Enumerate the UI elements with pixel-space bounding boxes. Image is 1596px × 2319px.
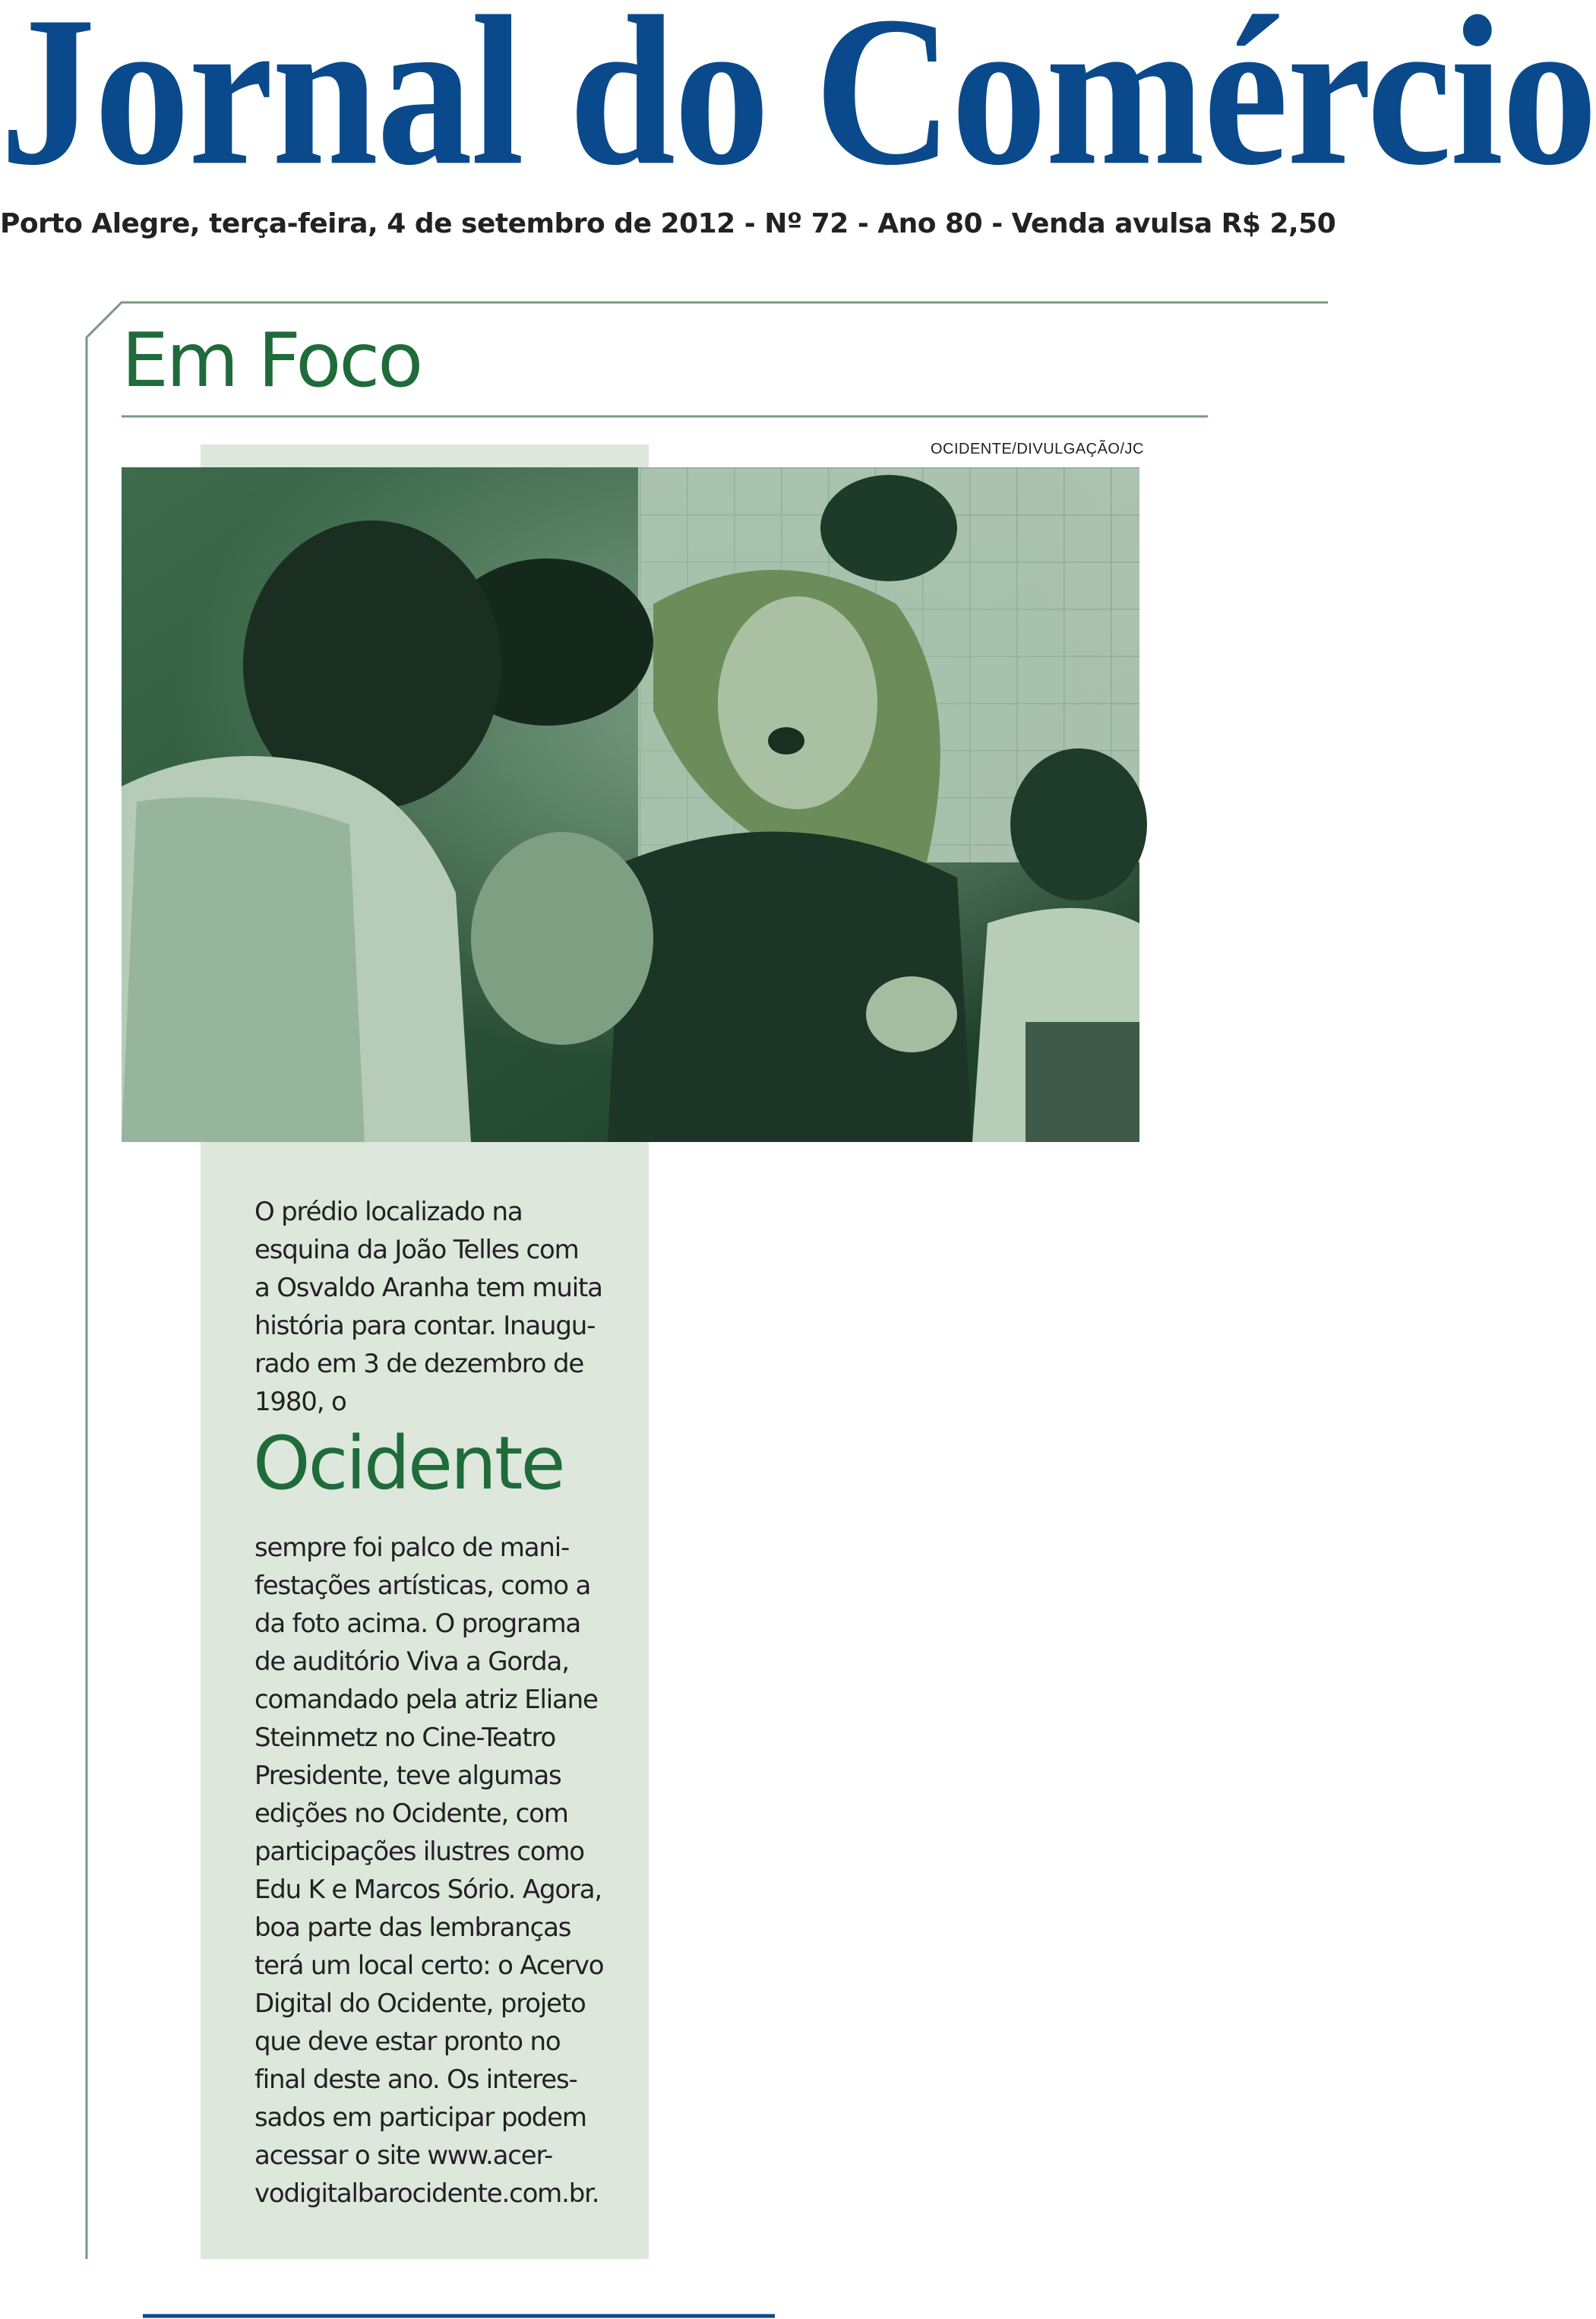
article-intro: O prédio localizado na esquina da João Telles com a Osvaldo Aranha tem muita história para contar. Inaugu- rado em 3 de dezembro de 1980, o [254,1197,602,1417]
highlight-word: Ocidente [253,1421,564,1506]
section-title: Em Foco [122,318,422,404]
article-photo [122,467,1139,1142]
article-body: sempre foi palco de mani- festações artísticas, como a da foto acima. O programa de auditório Viva a Gorda, comandado pela atriz Eliane Steinmetz no Cine-Teatro Presidente, teve algumas edições no Ocidente, com participações ilustres como Edu K e Marcos Sório. Agora, boa parte das lembranças terá um local certo: o Acervo Digital do Ocidente, projeto que deve estar pronto no final deste ano. Os interes- sados em participar podem acessar o site www.acer- vodigitalbarocidente.com.br. [254,1533,604,2209]
dateline: Porto Alegre, terça-feira, 4 de setembro de 2012 - Nº 72 - Ano 80 - Venda avulsa R$ 2,50 [0,208,1336,239]
masthead-title: Jornal do Comércio [0,0,1596,210]
photo-credit: OCIDENTE/DIVULGAÇÃO/JC [930,441,1144,457]
